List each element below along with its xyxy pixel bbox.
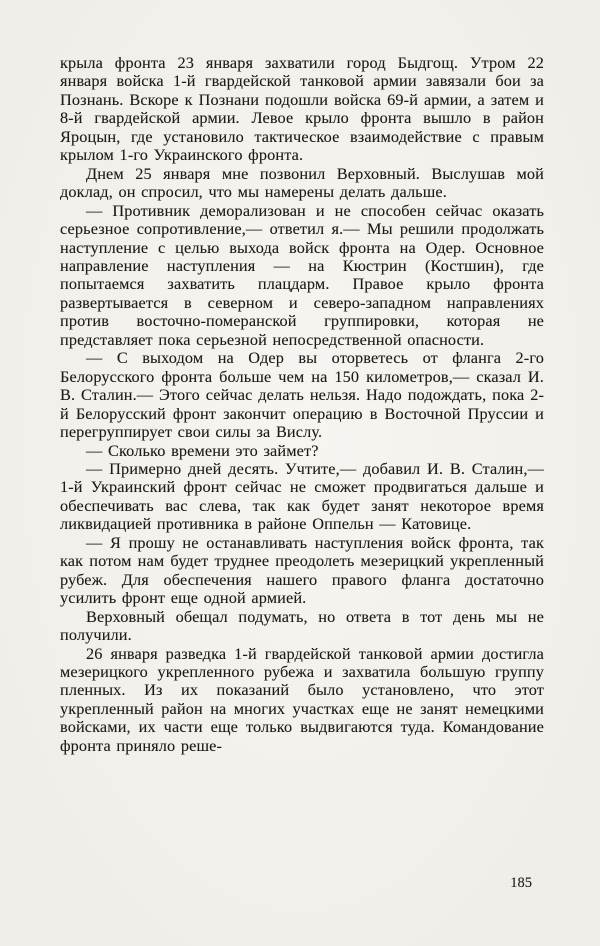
paragraph: — Я прошу не останавливать наступления войск фронта, так как потом нам будет труднее преодолеть мезерицкий укрепленный рубеж. Для обеспечения нашего правого фланга достаточно усилить фронт еще одной армией. [60,532,544,608]
paragraph: Верховный обещал подумать, но ответа в тот день мы не получили. [60,606,544,645]
page-number: 185 [510,875,532,891]
paragraph: 26 января разведка 1-й гвардейской танковой армии достигла мезерицкого укрепленного рубежа и захватила большую группу пленных. Из их показаний было установлено, что этот укрепленный район на многих участках еще не занят немецкими войсками, их части еще только выдвигаются туда. Командование фронта приняло реше- [60,643,544,755]
paragraph: — Сколько времени это займет? [86,440,319,460]
page-text [60,54,544,755]
paragraph: крыла фронта 23 января захватили город Быдгощ. Утром 22 января войска 1-й гвардейской танковой армии завязали бои за Познань. Вскоре к Познани подошли войска 69-й армии, а затем и 8-й гвардейской армии. Левое крыло фронта вышло в район Яроцын, где установило тактическое взаимодействие с правым крылом 1-го Украинского фронта. [60,53,544,165]
paragraph: — С выходом на Одер вы оторветесь от фланга 2-го Белорусского фронта больше чем на 150 километров,— сказал И. В. Сталин.— Этого сейчас делать нельзя. Надо подождать, пока 2-й Белорусский фронт закончит операцию в Восточной Пруссии и перегруппирует свои силы за Вислу. [60,348,544,442]
paragraph: — Примерно дней десять. Учтите,— добавил И. В. Сталин,— 1-й Украинский фронт сейчас не сможет продвигаться дальше и обеспечивать вас слева, так как будет занят некоторое время ликвидацией противника в районе Оппельн — Катовице. [60,458,544,534]
paragraph: — Противник деморализован и не способен сейчас оказать серьезное сопротивление,— ответил я.— Мы решили продолжать наступление с целью выхода войск фронта на Одер. Основное направление наступления — на Кюстрин (Костшин), где попытаемся захватить плацдарм. Правое крыло фронта развертывается в северном и северо-западном направлениях против восточно-померанской группировки, которая не представляет пока серьезной непосредственной опасности. [60,200,544,349]
paragraph: Днем 25 января мне позвонил Верховный. Выслушав мой доклад, он спросил, что мы намерены делать дальше. [60,163,544,202]
